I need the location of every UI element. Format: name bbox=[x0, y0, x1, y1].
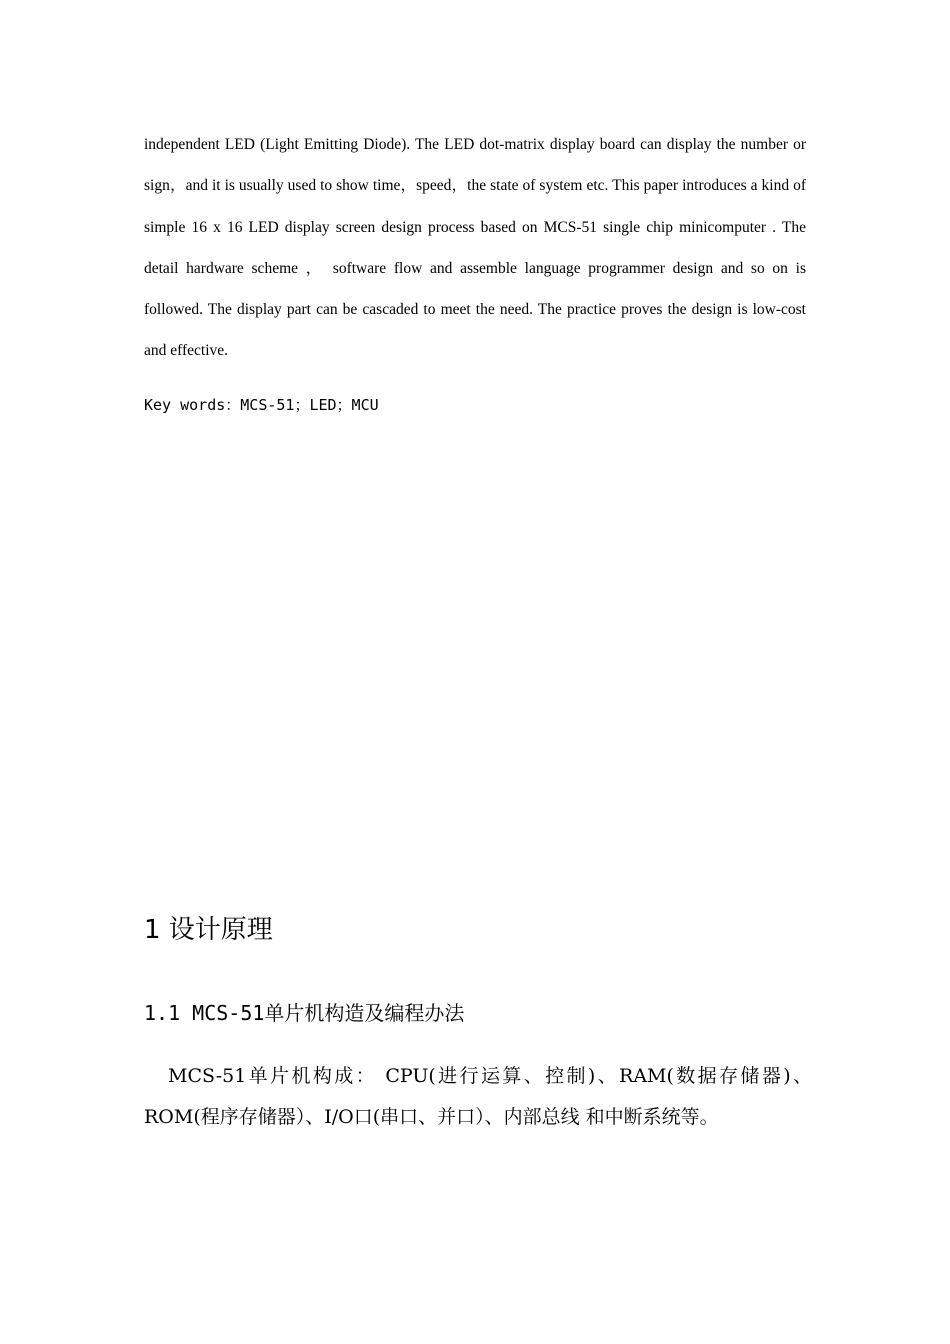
subsection-heading: 1.1 MCS-51单片机构造及编程办法 bbox=[144, 1001, 465, 1025]
abstract-text: independent LED (Light Emitting Diode). The LED dot-matrix display board can display the number or sign，and it is usually used to show time，speed，the state of system etc. This paper introduces a kind of simple 16 x 16 LED display screen design process based on MCS-51 single chip minicomputer . The detail hardware scheme ， software flow and assemble language programmer design and so on is followed. The display part can be cascaded to meet the need. The practice proves the design is low-cost and effective. bbox=[144, 136, 806, 360]
section-heading: 1 设计原理 bbox=[144, 915, 273, 945]
keywords-line: Key words：MCS-51；LED；MCU bbox=[144, 396, 379, 414]
body-paragraph: MCS-51单片机构成： CPU(进行运算、控制)、RAM(数据存储器)、ROM(程序存储器）、I/O口(串口、并口）、内部总线 和中断系统等。 bbox=[144, 1065, 812, 1128]
